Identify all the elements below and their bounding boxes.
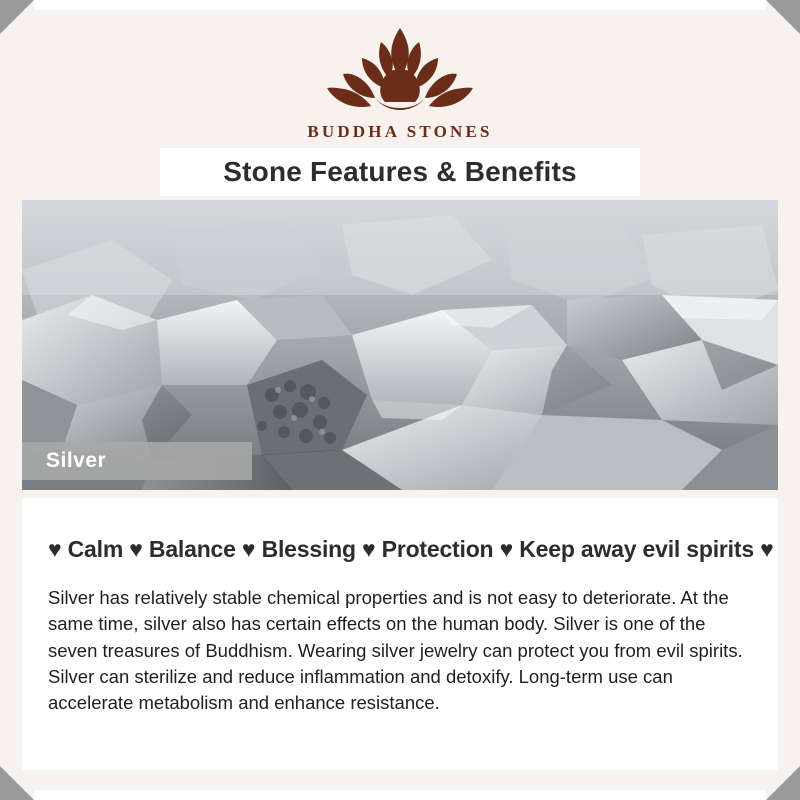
corner-accent-bottom-left [0,766,34,800]
brand-name: BUDDHA STONES [307,122,493,141]
hero-caption-text: Silver [46,449,107,472]
bottom-edge-strip [34,790,766,800]
hero-image [22,200,778,490]
brand-logo [0,26,800,142]
page-title [160,148,640,196]
top-edge-strip [34,0,766,10]
lotus-meditation-icon [315,26,485,118]
content-panel [22,498,778,770]
page-title-text: Stone Features & Benefits [223,156,577,187]
hero-caption [22,442,252,480]
benefits-line: ♥ Calm ♥ Balance ♥ Blessing ♥ Protection ♥ Keep away evil spirits ♥ [48,536,774,562]
corner-accent-bottom-right [766,766,800,800]
description-text: Silver has relatively stable chemical properties and is not easy to deteriorate. At the same time, silver also has certain effects on the human body. Silver is one of the seven treasures of Buddhism. Wearing silver jewelry can protect you from evil spirits. Silver can sterilize and reduce inflammation and detoxify. Long-term use can accelerate metabolism and enhance resistance. [48,587,743,714]
